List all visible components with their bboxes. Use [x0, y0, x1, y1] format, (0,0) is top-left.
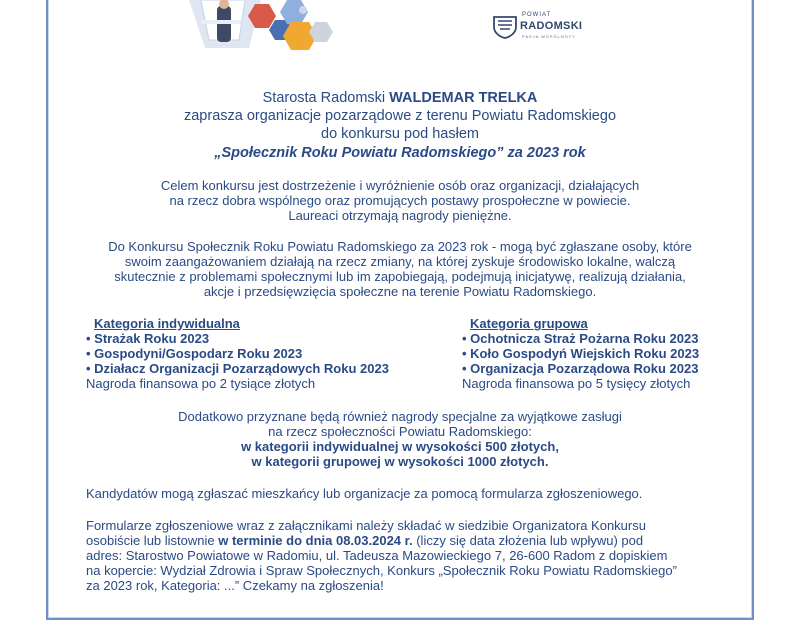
description-line: swoim zaangażowaniem działają na rzecz zmiany, na której zyskuje środowisko lokalne, walczą [124, 254, 676, 269]
organizer-name: WALDEMAR TRELKA [389, 90, 538, 106]
logo-top-text: POWIAT [522, 12, 552, 18]
goal-line: Laureaci otrzymają nagrody pieniężne. [288, 208, 512, 223]
goal-line: na rzecz dobra wspólnego oraz promujących postawy prospołeczne w powiecie. [169, 193, 631, 208]
powiat-radomski-logo [492, 12, 602, 47]
description-paragraph [80, 239, 720, 299]
candidates-text: Kandydatów mogą zgłaszać mieszkańcy lub organizacje za pomocą formularza zgłoszeniowego. [86, 486, 643, 501]
logo-subtitle: PASJA WSPÓLNOTY [522, 34, 576, 39]
special-line: na rzecz społeczności Powiatu Radomskiego: [268, 424, 532, 439]
category-item: • Organizacja Pozarządowa Roku 2023 [462, 361, 699, 376]
special-line: Dodatkowo przyznane będą również nagrody specjalne za wyjątkowe zasługi [178, 409, 622, 424]
submission-line: Formularze zgłoszeniowe wraz z załącznikami należy składać w siedzibie Organizatora Konkursu [86, 518, 646, 533]
logo-wordmark: RADOMSKI [520, 20, 583, 32]
category-item: • Strażak Roku 2023 [86, 331, 389, 346]
special-individual: w kategorii indywidualnej w wysokości 500 złotych, [241, 439, 559, 454]
submission-text: (liczy się data złożenia lub wpływu) pod [412, 533, 644, 548]
submission-paragraph [86, 518, 726, 593]
coat-of-arms-icon [492, 15, 518, 39]
category-individual-header: Kategoria indywidualna [94, 316, 240, 331]
special-group: w kategorii grupowej w wysokości 1000 złotych. [251, 454, 549, 469]
contest-title: „Społecznik Roku Powiatu Radomskiego” za 2023 rok [214, 145, 586, 161]
submission-line: adres: Starostwo Powiatowe w Radomiu, ul. Tadeusza Mazowieckiego 7, 26-600 Radom z dopiskiem [86, 548, 668, 563]
special-prizes [0, 409, 800, 469]
description-line: akcje i przedsięwzięcia społeczne na terenie Powiatu Radomskiego. [203, 284, 597, 299]
goal-paragraph [0, 178, 800, 223]
category-group [462, 316, 699, 391]
category-item: • Działacz Organizacji Pozarządowych Roku 2023 [86, 361, 389, 376]
invitation-line: zaprasza organizacje pozarządowe z terenu Powiatu Radomskiego [183, 108, 617, 124]
category-prize: Nagroda finansowa po 2 tysiące złotych [86, 376, 316, 391]
submission-deadline-line [86, 533, 726, 548]
goal-line: Celem konkursu jest dostrzeżenie i wyróżnienie osób oraz organizacji, działających [160, 178, 640, 193]
category-item: • Ochotnicza Straż Pożarna Roku 2023 [462, 331, 699, 346]
header-photo-collage [183, 0, 363, 52]
description-line: skutecznie z problemami społecznymi lub im zapobiegają, podejmują inicjatywę, realizują działania, [114, 269, 686, 284]
submission-deadline: w terminie do dnia 08.03.2024 r. [218, 533, 413, 548]
organizer-line [0, 90, 800, 106]
contest-intro-line: do konkursu pod hasłem [321, 126, 479, 142]
candidates-line [86, 486, 726, 501]
category-individual [86, 316, 389, 391]
organizer-prefix: Starosta Radomski [262, 90, 390, 106]
category-item: • Gospodyni/Gospodarz Roku 2023 [86, 346, 389, 361]
submission-line: na kopercie: Wydział Zdrowia i Spraw Społecznych, Konkurs „Społecznik Roku Powiatu Radomskiego” [86, 563, 677, 578]
submission-text: osobiście lub listownie [86, 533, 219, 548]
category-item: • Koło Gospodyń Wiejskich Roku 2023 [462, 346, 699, 361]
category-prize: Nagroda finansowa po 5 tysięcy złotych [462, 376, 691, 391]
category-group-header: Kategoria grupowa [470, 316, 588, 331]
submission-line: za 2023 rok, Kategoria: ...” Czekamy na zgłoszenia! [86, 578, 384, 593]
description-line: Do Konkursu Społecznik Roku Powiatu Radomskiego za 2023 rok - mogą być zgłaszane osoby, które [108, 239, 692, 254]
